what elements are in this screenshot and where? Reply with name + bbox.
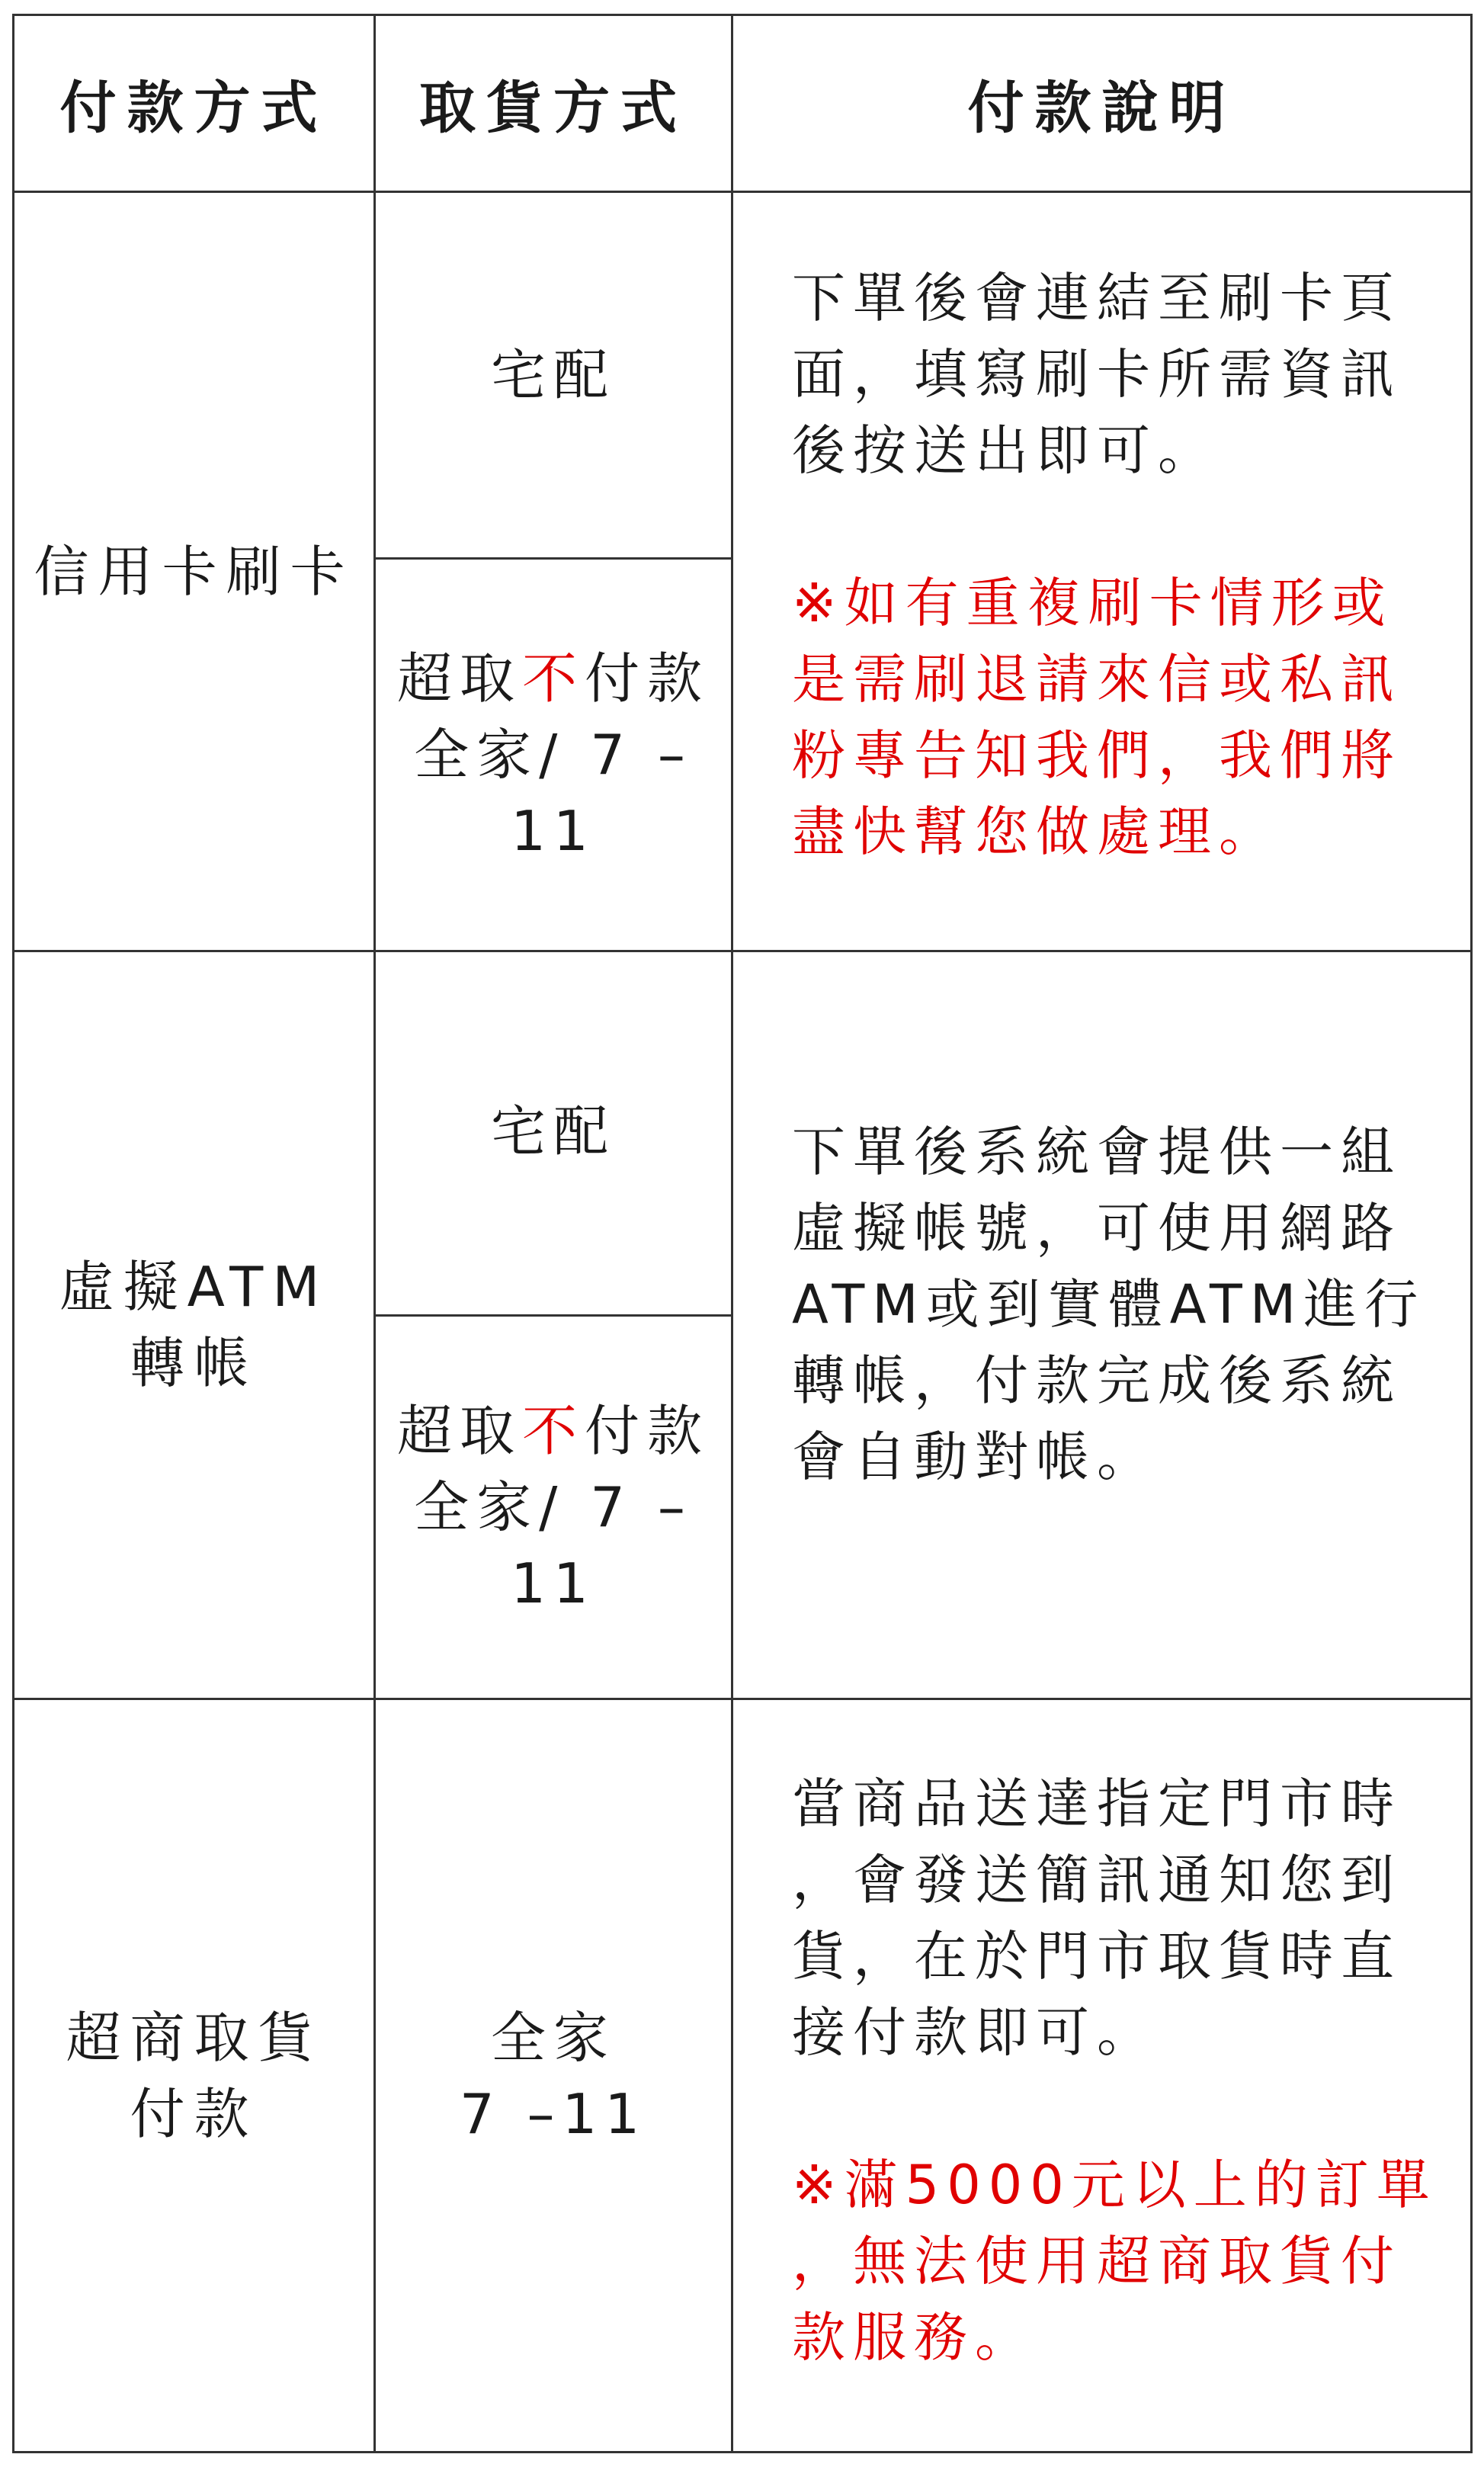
row3-method	[14, 1700, 373, 2451]
row2-notes-line: ATM或到實體ATM進行	[792, 1273, 1426, 1336]
row2-notes-line: 虛擬帳號，可使用網路	[792, 1197, 1402, 1259]
payment-table	[12, 14, 1473, 2453]
row3-warning-line: ，無法使用超商取貨付	[792, 2230, 1402, 2292]
row1-warning-line: 盡快幫您做處理。	[792, 800, 1280, 863]
row1-pickup-store	[376, 560, 731, 950]
row1-warning-line: ※如有重複刷卡情形或	[792, 572, 1393, 634]
row3-notes-line: 接付款即可。	[792, 2001, 1158, 2064]
row1-notes-line: 下單後會連結至刷卡頁	[792, 267, 1402, 329]
not-emphasis: 不	[521, 1399, 585, 1463]
row1-pickup-store-chains: 全家/ 7 –11	[414, 723, 693, 863]
row3-notes-line: 貨，在於門市取貨時直	[792, 1925, 1402, 1987]
row2-pickup-store-chains: 全家/ 7 –11	[414, 1475, 693, 1615]
row1-pickup-home-label: 宅配	[490, 343, 616, 407]
row3-method-line1: 超商取貨	[66, 2005, 322, 2070]
row2-notes-line: 轉帳，付款完成後系統	[792, 1349, 1402, 1412]
column-divider-2	[731, 16, 733, 2451]
row1-notes	[792, 260, 1402, 870]
row1-pickup-store-line1: 超取不付款	[396, 646, 710, 711]
row3-notes	[792, 1766, 1438, 2376]
header-pickup-method	[376, 16, 731, 191]
row2-method	[14, 952, 373, 1698]
row3-notes-line: 當商品送達指定門市時	[792, 1772, 1402, 1835]
row2-notes-line: 下單後系統會提供一組	[792, 1121, 1402, 1183]
row2-method-line1: 虛擬ATM	[59, 1255, 329, 1319]
row2-pickup-home	[376, 952, 731, 1314]
row3-notes-line: ，會發送簡訊通知您到	[792, 1849, 1402, 1911]
row2-pickup-store	[376, 1317, 731, 1698]
not-emphasis: 不	[521, 646, 585, 711]
row3-pickup-line1: 全家	[490, 2005, 616, 2070]
row1-method	[14, 193, 373, 950]
row1-notes-line: 後按送出即可。	[792, 419, 1219, 482]
row2-method-line2: 轉帳	[130, 1331, 258, 1395]
row1-warning-line: 粉專告知我們，我們將	[792, 724, 1402, 787]
row1-notes-line: 面，填寫刷卡所需資訊	[792, 343, 1402, 406]
row3-warning-line: ※滿5000元以上的訂單	[792, 2154, 1438, 2216]
row1-method-label: 信用卡刷卡	[34, 539, 354, 604]
row3-pickup-line2: 7 –11	[459, 2081, 648, 2146]
header-payment-notes-label: 付款說明	[967, 75, 1236, 141]
header-payment-method	[14, 16, 373, 191]
row1-pickup-home	[376, 193, 731, 557]
row3-warning-line: 款服務。	[792, 2306, 1036, 2369]
row2-pickup-store-line1: 超取不付款	[396, 1399, 710, 1463]
row1-warning-line: 是需刷退請來信或私訊	[792, 648, 1402, 711]
header-payment-method-label: 付款方式	[59, 75, 329, 141]
row2-pickup-home-label: 宅配	[490, 1099, 616, 1163]
header-payment-notes	[733, 16, 1470, 191]
row3-method-line2: 付款	[130, 2081, 258, 2146]
header-pickup-method-label: 取貨方式	[419, 75, 688, 141]
row3-pickup	[376, 1700, 731, 2451]
row2-notes	[792, 1114, 1425, 1495]
row2-notes-line: 會自動對帳。	[792, 1426, 1158, 1488]
